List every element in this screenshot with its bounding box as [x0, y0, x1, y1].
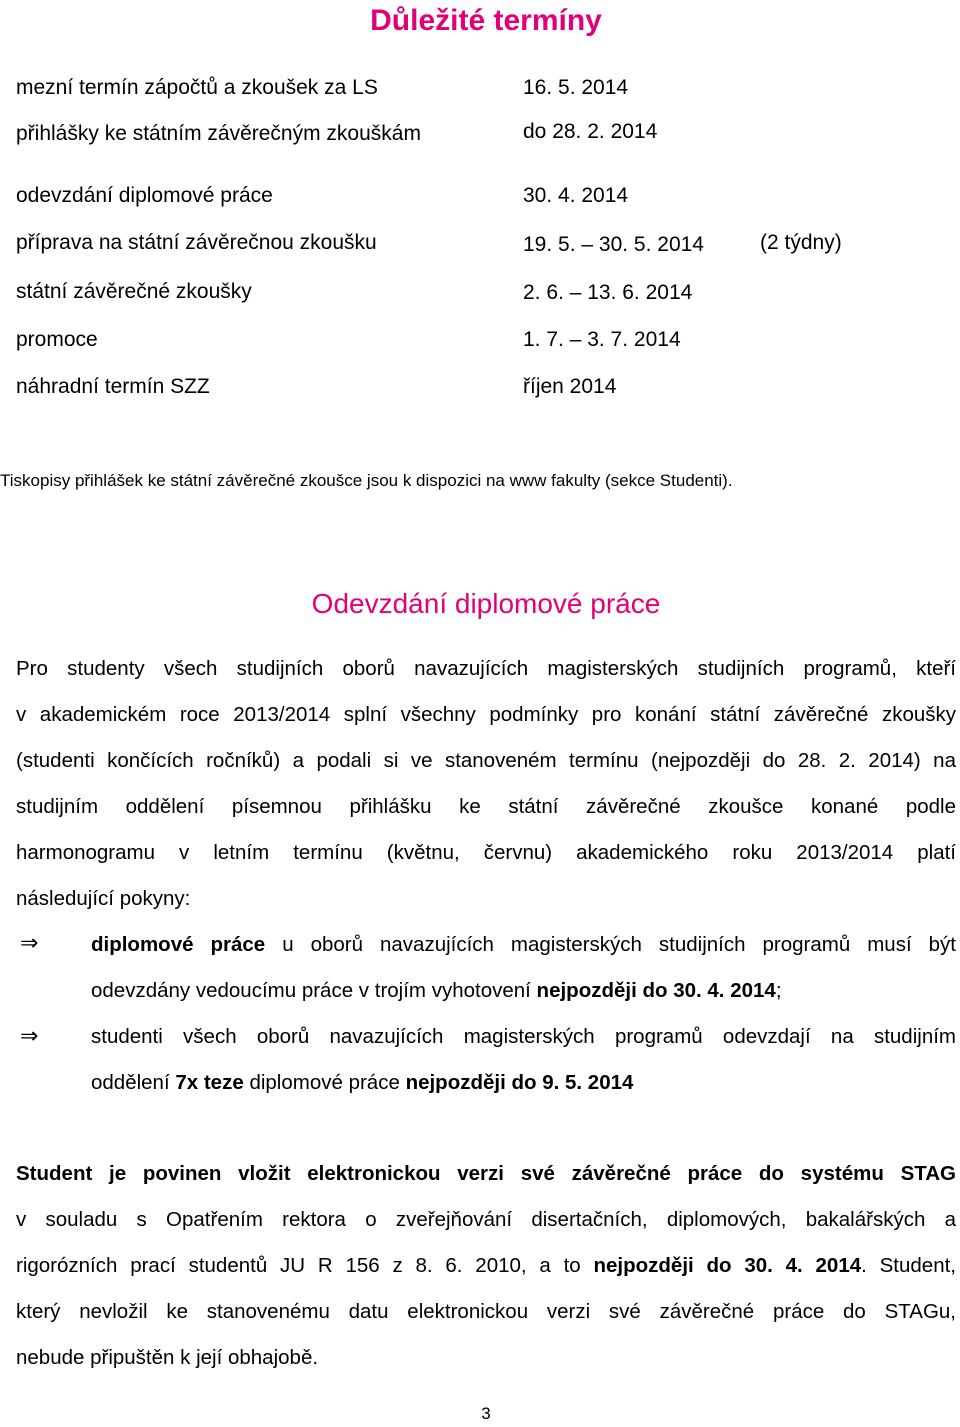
paragraph-line: v akademickém roce 2013/2014 splní všechny podmínky pro konání státní závěrečné zkoušky	[16, 703, 956, 726]
text: oddělení	[91, 1071, 176, 1094]
bullet-line	[91, 1060, 956, 1106]
section-title: Odevzdání diplomové práce	[311, 588, 661, 619]
term-date: 30. 4. 2014	[523, 184, 629, 207]
bullet-item	[91, 1014, 956, 1106]
term-label: příprava na státní závěrečnou zkoušku	[16, 231, 377, 254]
bullet-line	[91, 968, 956, 1014]
forms-note: Tiskopisy přihlášek ke státní závěrečné zkoušce jsou k dispozici na www fakulty (sekce Studenti).	[0, 471, 733, 490]
bold-text: diplomové práce	[91, 933, 266, 956]
term-date: 1. 7. – 3. 7. 2014	[523, 328, 681, 351]
paragraph-line: studijním oddělení písemnou přihlášku ke státní závěrečné zkoušce konané podle	[16, 795, 956, 818]
bullet-line	[91, 922, 956, 968]
paragraph-line	[16, 1243, 956, 1289]
paragraph-line: harmonogramu v letním termínu (květnu, červnu) akademického roku 2013/2014 platí	[16, 841, 956, 864]
implies-arrow-icon: ⇒	[20, 1023, 39, 1048]
bold-text: nejpozději do 30. 4. 2014	[593, 1254, 862, 1277]
bold-text: nejpozději do 30. 4. 2014	[536, 979, 776, 1002]
text: rigorózních prací studentů JU R 156 z 8. 6. 2010, a to	[16, 1254, 594, 1277]
term-label: odevzdání diplomové práce	[16, 184, 273, 207]
text: ;	[775, 979, 782, 1002]
bold-text: 7x teze	[175, 1071, 244, 1094]
term-label: státní závěrečné zkoušky	[16, 280, 252, 303]
text: diplomové práce	[243, 1071, 406, 1094]
paragraph-line: následující pokyny:	[16, 887, 191, 910]
term-note: (2 týdny)	[760, 231, 842, 254]
page-title: Důležité termíny	[370, 4, 602, 37]
term-label: přihlášky ke státním závěrečným zkouškám	[16, 122, 421, 145]
text: odevzdány vedoucímu práce v trojím vyhotovení	[91, 979, 537, 1002]
paragraph-line: který nevložil ke stanovenému datu elektronickou verzi své závěrečné práce do STAGu,	[16, 1300, 956, 1323]
implies-arrow-icon: ⇒	[20, 930, 39, 955]
bold-text: nejpozději do 9. 5. 2014	[405, 1071, 634, 1094]
term-label: promoce	[16, 328, 98, 351]
text: u oborů navazujících magisterských studijních programů musí být	[265, 933, 956, 956]
paragraph-line	[16, 1151, 956, 1197]
bullet-line: studenti všech oborů navazujících magisterských programů odevzdají na studijním	[91, 1025, 956, 1048]
instructions-paragraph	[16, 646, 956, 922]
paragraph-line: v souladu s Opatřením rektora o zveřejňování disertačních, diplomových, bakalářských a	[16, 1208, 956, 1231]
paragraph-line: (studenti končících ročníků) a podali si ve stanoveném termínu (nejpozději do 28. 2. 2014) na	[16, 749, 956, 772]
paragraph-line: nebude připuštěn k její obhajobě.	[16, 1346, 319, 1369]
term-date: do 28. 2. 2014	[523, 120, 658, 143]
bold-text: Student je povinen vložit elektronickou verzi své závěrečné práce do systému STAG	[16, 1162, 956, 1185]
bullet-item	[91, 922, 956, 1014]
term-date: říjen 2014	[523, 375, 617, 398]
term-date: 16. 5. 2014	[523, 76, 629, 99]
text: . Student,	[861, 1254, 956, 1277]
page-number: 3	[481, 1404, 491, 1423]
term-label: mezní termín zápočtů a zkoušek za LS	[16, 76, 378, 99]
stag-paragraph	[16, 1151, 956, 1381]
term-label: náhradní termín SZZ	[16, 375, 210, 398]
term-date: 2. 6. – 13. 6. 2014	[523, 281, 693, 304]
term-date: 19. 5. – 30. 5. 2014	[523, 233, 704, 256]
paragraph-line: Pro studenty všech studijních oborů navazujících magisterských studijních programů, kteří	[16, 657, 956, 680]
